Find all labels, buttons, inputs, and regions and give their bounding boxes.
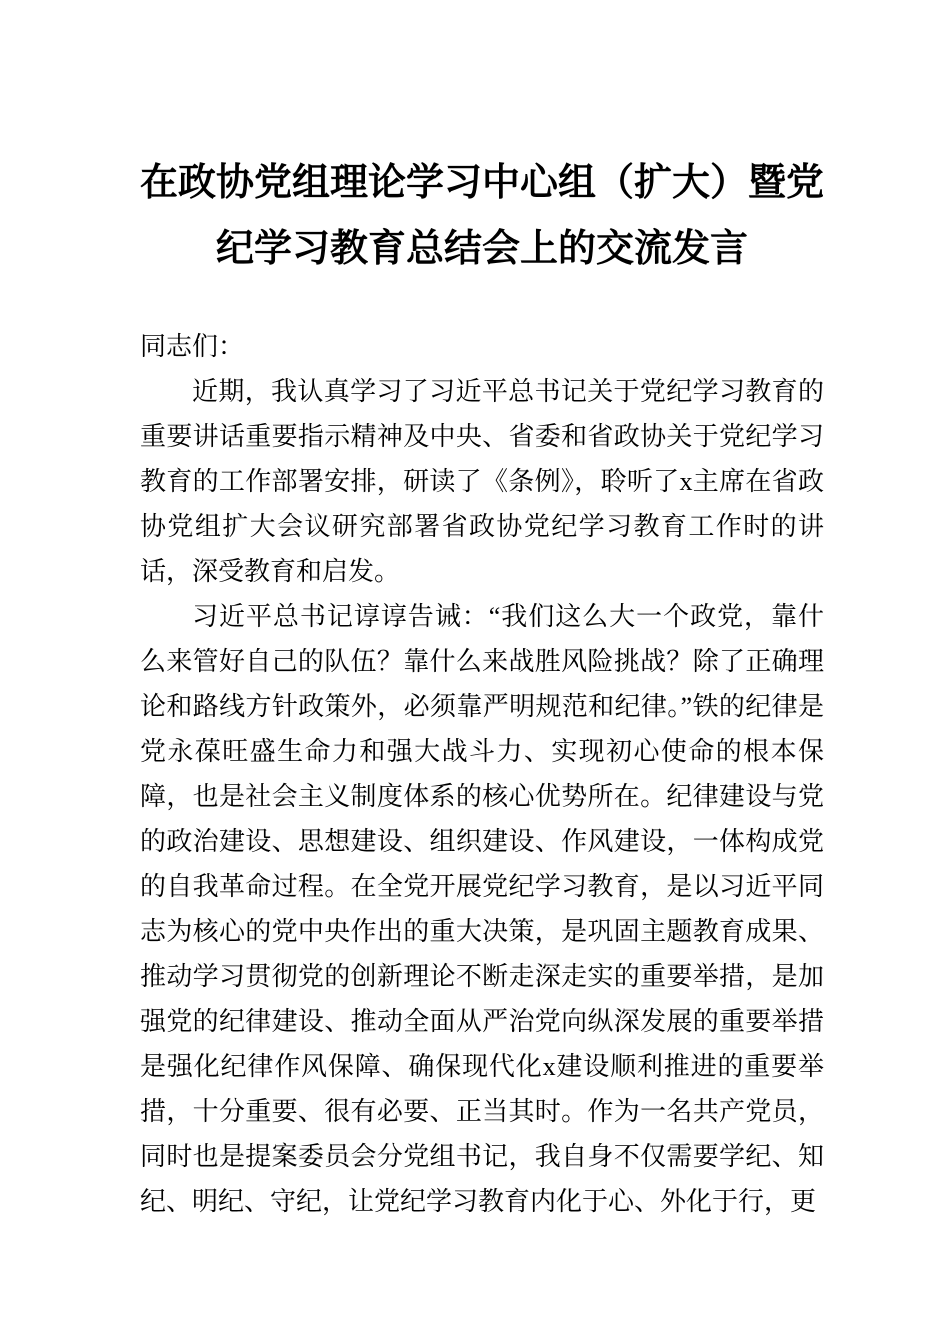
document-content — [140, 150, 824, 1224]
paragraph-1: 近期，我认真学习了习近平总书记关于党纪学习教育的重要讲话重要指示精神及中央、省委和省政协关于党纪学习教育的工作部署安排，研读了《条例》，聆听了x主席在省政协党组扩大会议研究部署省政协党纪学习教育工作时的讲话，深受教育和启发。 — [140, 377, 824, 586]
paragraph-2: 习近平总书记谆谆告诫：“我们这么大一个政党，靠什么来管好自己的队伍？靠什么来战胜风险挑战？除了正确理论和路线方针政策外，必须靠严明规范和纪律。”铁的纪律是党永葆旺盛生命力和强大战斗力、实现初心使命的根本保障，也是社会主义制度体系的核心优势所在。纪律建设与党的政治建设、思想建设、组织建设、作风建设，一体构成党的自我革命过程。在全党开展党纪学习教育，是以习近平同志为核心的党中央作出的重大决策，是巩固主题教育成果、推动学习贯彻党的创新理论不断走深走实的重要举措，是加强党的纪律建设、推动全面从严治党向纵深发展的重要举措是强化纪律作风保障、确保现代化x建设顺利推进的重要举措，十分重要、很有必要、正当其时。作为一名共产党员，同时也是提案委员会分党组书记，我自身不仅需要学纪、知纪、明纪、守纪，让党纪学习教育内化于心、外化于行，更 — [140, 602, 824, 1216]
salutation: 同志们： — [140, 332, 245, 361]
title-line-1: 在政协党组理论学习中心组（扩大）暨党 — [140, 162, 825, 204]
document-body — [140, 324, 824, 1224]
document-title — [140, 150, 824, 282]
title-line-2: 纪学习教育总结会上的交流发言 — [215, 228, 748, 270]
